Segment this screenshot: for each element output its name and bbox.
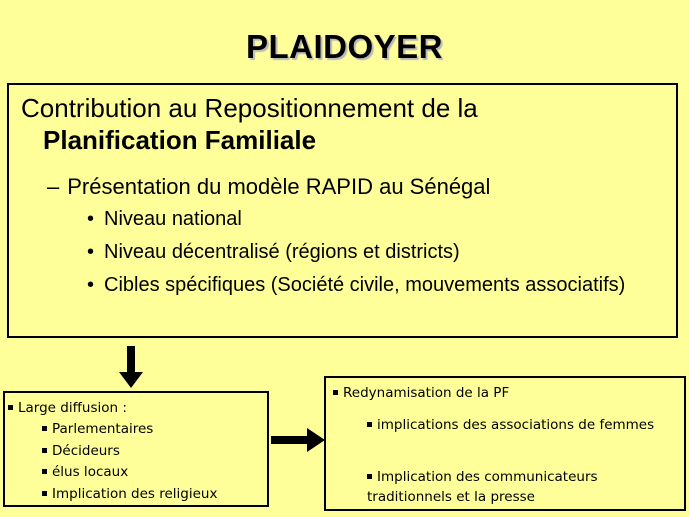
large-diffusion-box bbox=[3, 391, 269, 507]
main-heading bbox=[21, 92, 671, 156]
arrow-down-icon bbox=[117, 346, 145, 388]
square-bullet-icon bbox=[367, 474, 372, 479]
main-heading-line2: Planification Familiale bbox=[43, 125, 317, 155]
square-bullet-icon bbox=[8, 405, 13, 410]
redynamisation-box bbox=[324, 376, 686, 511]
list-item: élus locaux bbox=[42, 462, 217, 484]
square-bullet-icon bbox=[42, 469, 47, 474]
large-diffusion-list bbox=[42, 419, 217, 505]
slide-title: PLAIDOYER bbox=[245, 28, 444, 65]
dash-marker: – bbox=[47, 174, 60, 199]
redynamisation-heading: Redynamisation de la PF bbox=[333, 385, 509, 401]
main-content-box bbox=[7, 83, 678, 338]
square-bullet-icon bbox=[333, 390, 338, 395]
square-bullet-icon bbox=[42, 491, 47, 496]
main-bullet-list bbox=[87, 207, 667, 306]
bullet-item: • Niveau national bbox=[87, 207, 667, 231]
list-item: Parlementaires bbox=[42, 419, 217, 441]
redynamisation-item: implications des associations de femmes bbox=[367, 415, 677, 435]
large-diffusion-heading: Large diffusion : bbox=[8, 400, 127, 416]
bullet-item: • Cibles spécifiques (Société civile, mouvements associatifs) bbox=[87, 273, 667, 297]
square-bullet-icon bbox=[42, 426, 47, 431]
sub-heading bbox=[47, 173, 490, 201]
square-bullet-icon bbox=[367, 422, 372, 427]
square-bullet-icon bbox=[42, 448, 47, 453]
main-heading-line1: Contribution au Repositionnement de la bbox=[21, 93, 478, 123]
redynamisation-item: Implication des communicateurs traditionnels et la presse bbox=[367, 469, 598, 505]
bullet-item: • Niveau décentralisé (régions et districts) bbox=[87, 240, 667, 264]
list-item: Décideurs bbox=[42, 441, 217, 463]
sub-heading-text: Présentation du modèle RAPID au Sénégal bbox=[67, 174, 491, 199]
list-item: Implication des religieux bbox=[42, 484, 217, 506]
arrow-right-icon bbox=[271, 426, 325, 454]
